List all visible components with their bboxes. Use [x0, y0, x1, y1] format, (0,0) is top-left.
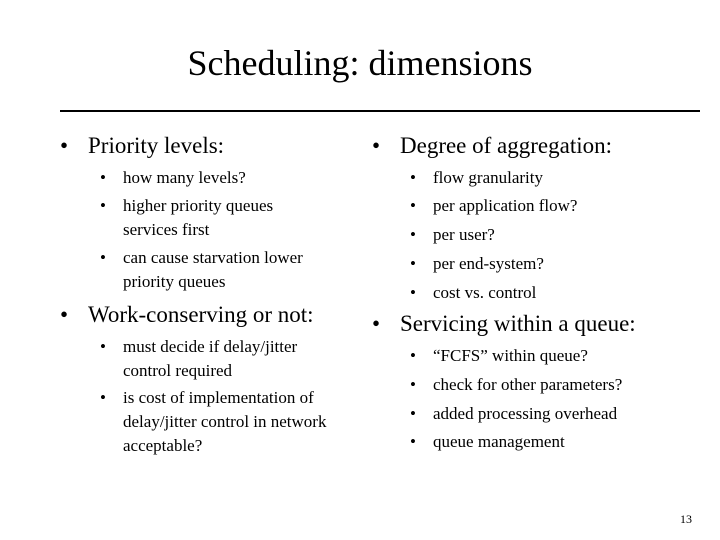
sub-bullet: • higher priority queues services first — [100, 196, 274, 239]
sub-bullet: • can cause starvation lower priority queues — [100, 248, 303, 291]
sub-bullet: • is cost of implementation of delay/jitter control in network acceptable? — [100, 388, 327, 455]
title-divider — [60, 110, 700, 112]
slide-title: Scheduling: dimensions — [187, 43, 533, 83]
sub-bullet: • must decide if delay/jitter control required — [100, 337, 298, 380]
page-number: 13 — [680, 512, 692, 526]
